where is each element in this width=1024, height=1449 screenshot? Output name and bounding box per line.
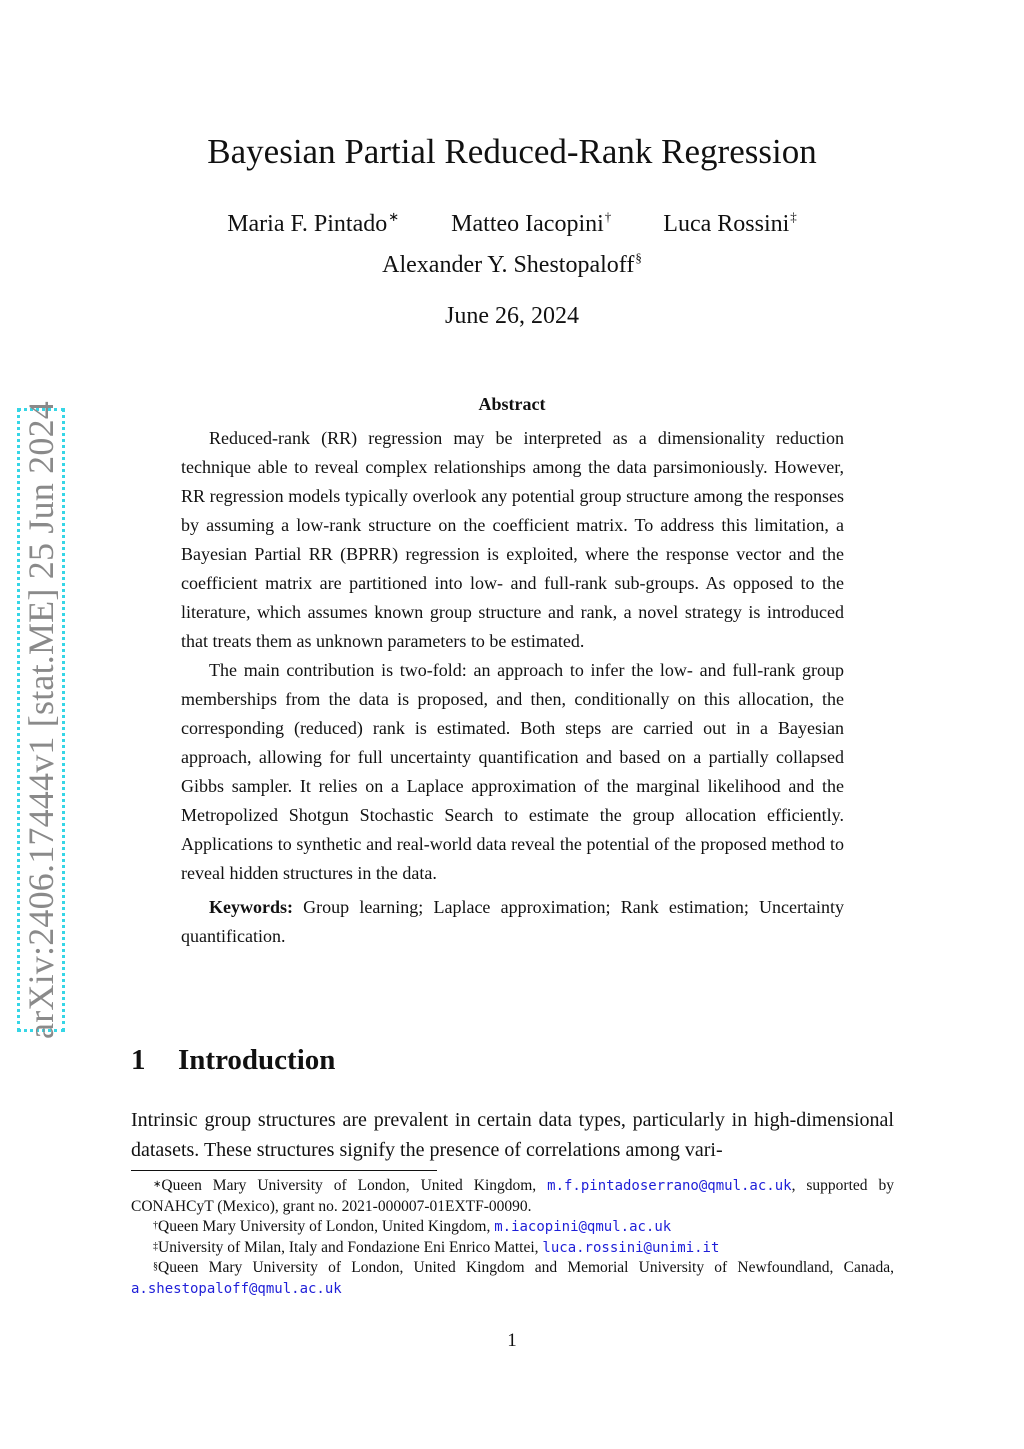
abstract-paragraph: The main contribution is two-fold: an approach to infer the low- and full-rank group memberships from the data is proposed, and then, conditionally on this allocation, the corresponding (reduced) rank is estimated. Both steps are carried out in a Bayesian approach, allowing for full uncertainty quantification and based on a partially collapsed Gibbs sampler. It relies on a Laplace approximation of the marginal likelihood and the Metropolized Shotgun Stochastic Search to estimate the group allocation efficiently. Applications to synthetic and real-world data reveal the potential of the proposed method to reveal hidden structures in the data. <box>181 660 844 883</box>
footnote: ∗Queen Mary University of London, United Kingdom, m.f.pintadoserrano@qmul.ac.uk, supported by CONAHCyT (Mexico), grant no. 2021-000007-01EXTF-00090. <box>131 1177 894 1215</box>
email-link[interactable]: m.iacopini@qmul.ac.uk <box>494 1219 672 1235</box>
affiliation-mark: ∗ <box>388 209 400 224</box>
author: Matteo Iacopini† <box>451 209 612 237</box>
author: Alexander Y. Shestopaloff§ <box>382 250 642 278</box>
affiliation-mark: § <box>635 250 642 265</box>
affiliation-mark: † <box>604 209 612 224</box>
email-link[interactable]: luca.rossini@unimi.it <box>542 1239 720 1256</box>
intro-paragraph: Intrinsic group structures are prevalent in certain data types, particularly in high-dimensional datasets. These structures signify the presence of correlations among vari- <box>131 1109 894 1161</box>
abstract-heading: Abstract <box>478 394 546 414</box>
page-number: 1 <box>507 1330 517 1351</box>
section-title: Introduction <box>178 1044 336 1076</box>
keywords-label: Keywords: <box>209 897 293 917</box>
arxiv-identifier[interactable]: arXiv:2406.17444v1 [stat.ME] 25 Jun 2024 <box>21 401 61 1039</box>
email-link[interactable]: m.f.pintadoserrano@qmul.ac.uk <box>547 1178 792 1194</box>
affiliation-mark: ‡ <box>790 209 797 224</box>
publication-date: June 26, 2024 <box>445 303 579 329</box>
footnote: §Queen Mary University of London, United Kingdom and Memorial University of Newfoundland, Canada, a.shestopaloff@qmul.ac.uk <box>131 1259 894 1297</box>
author-list-continued <box>0 252 1024 279</box>
footnote-mark: † <box>153 1220 158 1231</box>
footnote-mark: § <box>153 1261 158 1272</box>
abstract-body <box>181 424 844 951</box>
section-number: 1 <box>131 1044 146 1076</box>
email-link[interactable]: a.shestopaloff@qmul.ac.uk <box>131 1280 342 1297</box>
footnote-mark: ‡ <box>153 1240 158 1252</box>
author-list <box>0 211 1024 238</box>
author: Luca Rossini‡ <box>663 209 797 237</box>
footnote-mark: ∗ <box>153 1179 162 1190</box>
footnotes <box>131 1176 894 1299</box>
footnote-divider <box>131 1170 437 1171</box>
keywords-list: Group learning; Laplace approximation; Rank estimation; Uncertainty quantification. <box>181 897 844 946</box>
author: Maria F. Pintado∗ <box>227 209 400 237</box>
section-heading <box>131 1044 335 1077</box>
footnote: ‡University of Milan, Italy and Fondazione Eni Enrico Mattei, luca.rossini@unimi.it <box>153 1238 720 1256</box>
keywords <box>181 893 844 951</box>
footnote: †Queen Mary University of London, United Kingdom, m.iacopini@qmul.ac.uk <box>153 1218 672 1235</box>
paper-title: Bayesian Partial Reduced-Rank Regression <box>207 132 817 171</box>
abstract-paragraph: Reduced-rank (RR) regression may be interpreted as a dimensionality reduction technique able to reveal complex relationships among the data parsimoniously. However, RR regression models typically overlook any potential group structure among the responses by assuming a low-rank structure on the coefficient matrix. To address this limitation, a Bayesian Partial RR (BPRR) regression is exploited, where the response vector and the coefficient matrix are partitioned into low- and full-rank sub-groups. As opposed to the literature, which assumes known group structure and rank, a novel strategy is introduced that treats them as unknown parameters to be estimated. <box>181 428 844 651</box>
